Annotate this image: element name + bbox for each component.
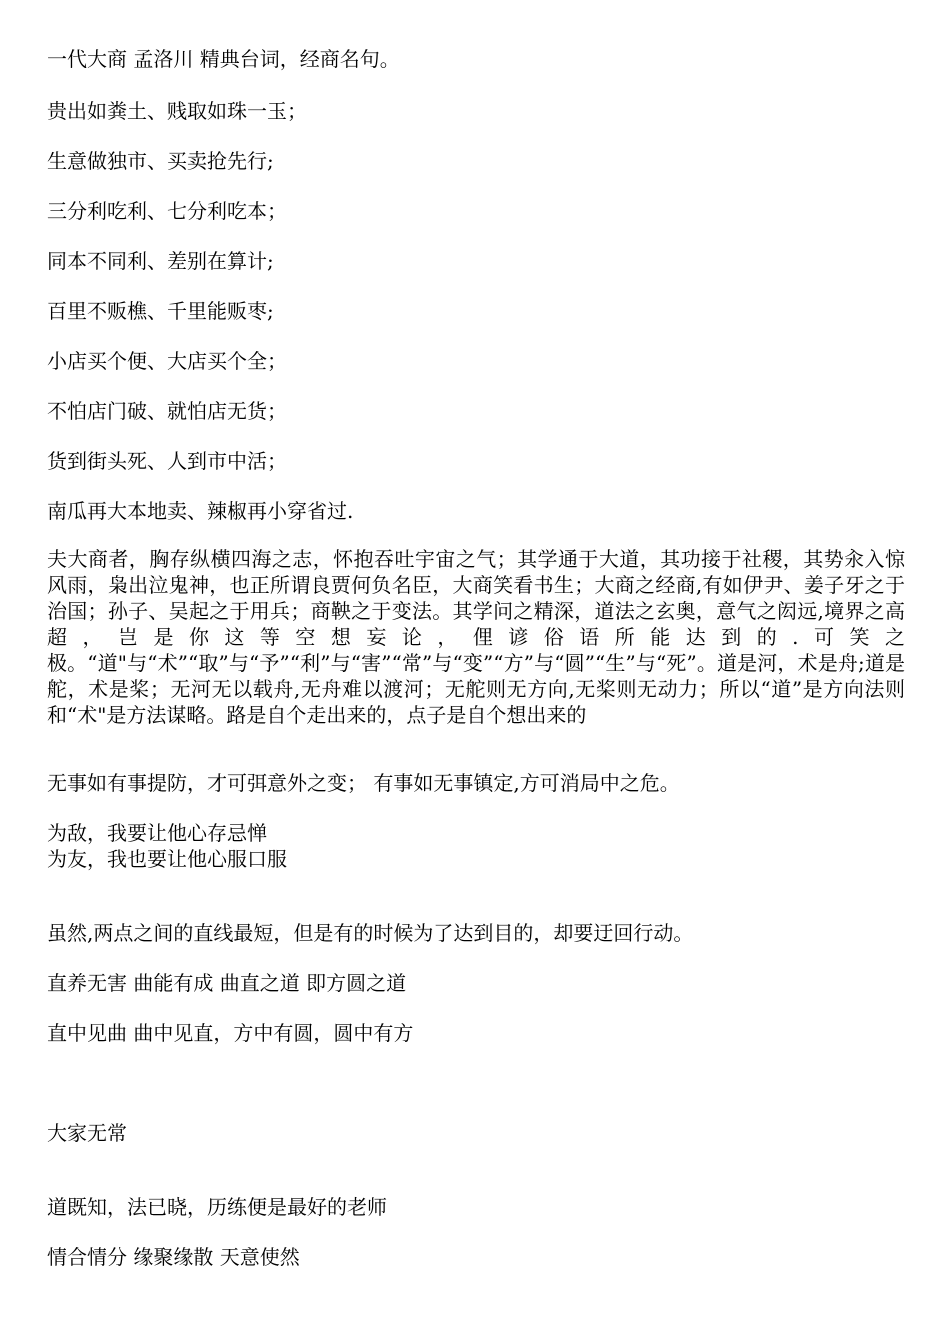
text-line: 直中见曲 曲中见直，方中有圆，圆中有方 — [47, 1021, 414, 1045]
text-line: 无事如有事提防，才可弭意外之变； 有事如无事镇定,方可消局中之危。 — [47, 771, 680, 795]
text-line: 直养无害 曲能有成 曲直之道 即方圆之道 — [47, 971, 407, 995]
text-line: 情合情分 缘聚缘散 天意使然 — [47, 1245, 300, 1269]
text-line: 贵出如粪土、贱取如珠一玉； — [47, 99, 307, 123]
text-line: 道既知，法已晓，历练便是最好的老师 — [47, 1195, 387, 1219]
text-line: 小店买个便、大店买个全； — [47, 349, 287, 373]
text-line: 百里不贩樵、千里能贩枣; — [47, 299, 274, 323]
text-line: 为友，我也要让他心服口服 — [47, 847, 287, 871]
body-paragraph: 夫大商者，胸存纵横四海之志，怀抱吞吐宇宙之气；其学通于大道，其功接于社稷，其势汆入惊风雨，枭出泣鬼神，也正所谓良贾何负名臣，大商笑看书生；大商之经商,有如伊尹、姜子牙之于治国；孙子、吴起之于用兵；商鞅之于变法。其学问之精深，道法之玄奥，意气之闳远,境界之高超，岂是你这等空想妄论，俚谚俗语所能达到的.可笑之极。“道"与“术”“取”与“予”“利”与“害”“常”与“变”“方”与“圆”“生”与“死”。道是河，术是舟;道是舵，术是桨；无河无以载舟,无舟难以渡河；无舵则无方向,无桨则无动力；所以“道”是方向法则和“术"是方法谋略。路是自个走出来的，点子是自个想出来的 — [47, 547, 905, 727]
text-line: 虽然,两点之间的直线最短，但是有的时候为了达到目的，却要迂回行动。 — [47, 921, 694, 945]
text-line: 大家无常 — [47, 1121, 127, 1145]
text-line: 同本不同利、差别在算计; — [47, 249, 274, 273]
text-line: 南瓜再大本地卖、辣椒再小穿省过. — [47, 499, 354, 523]
text-line: 不怕店门破、就怕店无货； — [47, 399, 287, 423]
text-line: 三分利吃利、七分利吃本； — [47, 199, 287, 223]
text-line: 货到街头死、人到市中活； — [47, 449, 287, 473]
title-line: 一代大商 孟洛川 精典台词，经商名句。 — [47, 47, 400, 71]
text-line: 为敌，我要让他心存忌惮 — [47, 821, 267, 845]
text-line: 生意做独市、买卖抢先行; — [47, 149, 274, 173]
